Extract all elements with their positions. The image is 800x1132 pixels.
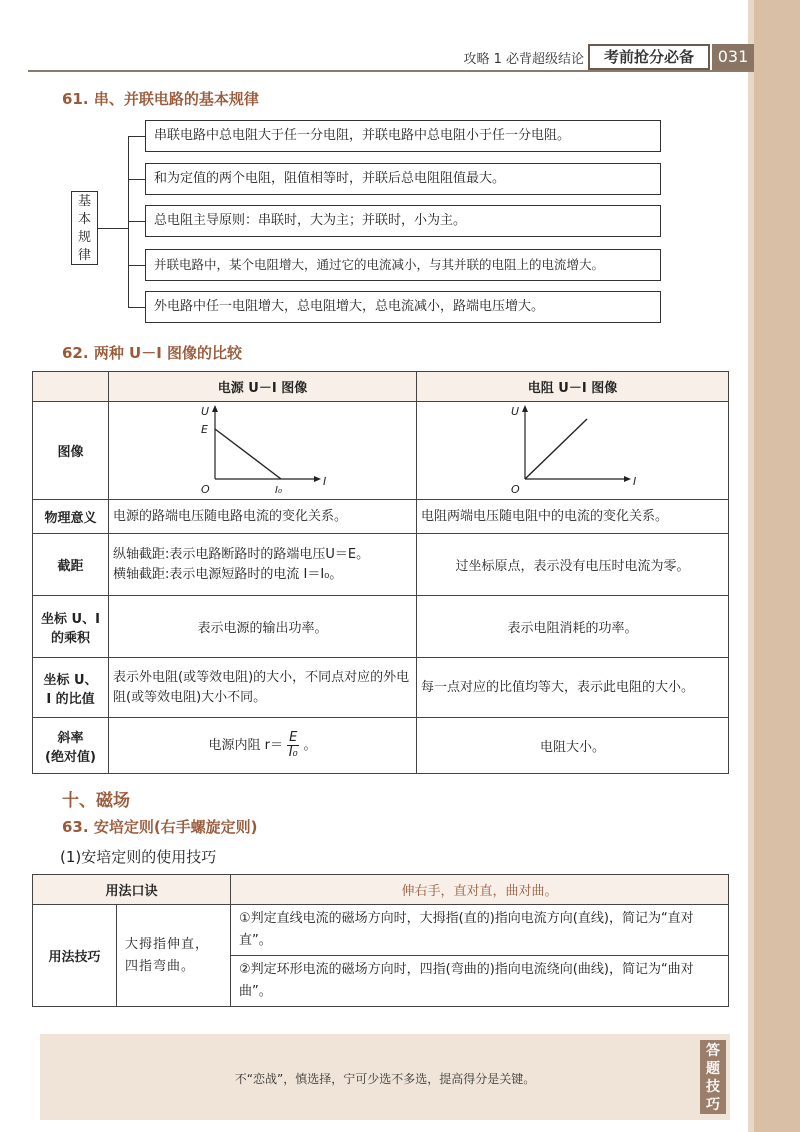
section-62-title: [62, 342, 242, 363]
product-label-line2: 的乘积: [50, 630, 90, 646]
u-axis-arrow-icon: [212, 405, 218, 412]
row-label-slope: [33, 718, 109, 774]
tip-strip: [40, 1034, 730, 1120]
bracket-stub: [128, 265, 145, 266]
page-header: [28, 44, 754, 72]
slope-fraction: [287, 731, 299, 760]
slope-label-line1: 斜率: [57, 730, 84, 746]
slope-numerator: E: [289, 730, 298, 745]
graph-i0-label: I₀: [274, 484, 282, 495]
source-line: [215, 429, 281, 479]
ampere-tip-straight: ①判定直线电流的磁场方向时，大拇指(直的)指向电流方向(直线)，简记为“直对直”。: [231, 905, 729, 956]
ampere-mnemonic: 大拇指伸直，四指弯曲。: [117, 905, 231, 1007]
rule-box-1: 串联电路中总电阻大于任一分电阻，并联电路中总电阻小于任一分电阻。: [145, 120, 661, 152]
graph-u-label: U: [510, 404, 519, 418]
product-resistor: 表示电阻消耗的功率。: [417, 596, 729, 658]
header-blank-cell: [33, 372, 109, 402]
ratio-label-line2: I 的比值: [46, 691, 95, 707]
row-label-intercept: 截距: [33, 534, 109, 596]
section-61-text: 串、并联电路的基本规律: [93, 90, 259, 108]
bracket-stub: [128, 221, 145, 222]
resistor-ui-graph: [503, 403, 643, 495]
root-char: 规: [77, 230, 91, 245]
tip-tab-char: 巧: [706, 1097, 720, 1113]
intercept-source: [109, 534, 417, 596]
section-61-number: 61.: [62, 90, 89, 108]
section-63-subtitle: (1)安培定则的使用技巧: [60, 848, 217, 866]
rule-box-4: 并联电路中，某个电阻增大，通过它的电流减小，与其并联的电阻上的电流增大。: [145, 249, 661, 281]
source-graph-cell: [109, 402, 417, 500]
graph-i-label: I: [632, 474, 636, 488]
col-header-source: 电源 U－I 图像: [109, 372, 417, 402]
graph-origin-label: O: [200, 482, 210, 495]
page-edge-shadow: [748, 0, 754, 1132]
section-62-number: 62.: [62, 344, 89, 362]
ratio-resistor: 每一点对应的比值均等大，表示此电阻的大小。: [417, 658, 729, 718]
tip-tab-char: 题: [706, 1061, 720, 1077]
intercept-source-horizontal: 横轴截距:表示电源短路时的电流 I＝I₀。: [113, 566, 343, 582]
row-label-graph: 图像: [33, 402, 109, 500]
graph-i-label: I: [322, 474, 326, 488]
bracket-stub: [128, 179, 145, 180]
row-label-product: [33, 596, 109, 658]
slope-denominator: I₀: [288, 745, 298, 760]
rule-box-5: 外电路中任一电阻增大，总电阻增大，总电流减小，路端电压增大。: [145, 291, 661, 323]
resistor-line: [525, 419, 587, 479]
root-char: 本: [77, 212, 91, 227]
ratio-label-line1: 坐标 U、: [43, 672, 98, 688]
ampere-tip-loop: ②判定环形电流的磁场方向时，四指(弯曲的)指向电流绕向(曲线)，简记为“曲对曲”。: [231, 956, 729, 1007]
root-char: 律: [77, 248, 91, 263]
slope-source-prefix: 电源内阻 r＝: [208, 738, 283, 753]
resistor-graph-cell: [417, 402, 729, 500]
ratio-source: 表示外电阻(或等效电阻)的大小，不同点对应的外电阻(或等效电阻)大小不同。: [109, 658, 417, 718]
graph-e-label: E: [200, 422, 208, 436]
meaning-resistor: 电阻两端电压随电阻中的电流的变化关系。: [417, 500, 729, 534]
meaning-source: 电源的路端电压随电路电流的变化关系。: [109, 500, 417, 534]
bracket-stub: [128, 307, 145, 308]
row-label-meaning: 物理意义: [33, 500, 109, 534]
chapter-10-title: 十、磁场: [62, 791, 130, 811]
intercept-source-vertical: 纵轴截距:表示电路断路时的路端电压U＝E。: [113, 546, 370, 562]
header-tag: 考前抢分必备: [588, 44, 710, 70]
header-strategy: 攻略 1 必背超级结论: [463, 52, 584, 67]
ui-comparison-table: [32, 371, 729, 774]
tip-tab-char: 答: [706, 1043, 720, 1059]
root-char: 基: [77, 194, 91, 209]
section-61-title: [62, 88, 259, 109]
rule-box-2: 和为定值的两个电阻，阻值相等时，并联后总电阻阻值最大。: [145, 163, 661, 195]
i-axis-arrow-icon: [314, 476, 321, 482]
row-label-ratio: [33, 658, 109, 718]
product-source: 表示电源的输出功率。: [109, 596, 417, 658]
slope-resistor: 电阻大小。: [417, 718, 729, 774]
product-label-line1: 坐标 U、I: [41, 611, 100, 627]
section-62-text: 两种 U－I 图像的比较: [93, 344, 243, 362]
ampere-head-value: 伸右手，直对直，曲对曲。: [231, 875, 729, 905]
section-63-text: 安培定则(右手螺旋定则): [93, 818, 258, 836]
source-ui-graph: [193, 403, 333, 495]
page-edge-band: [754, 0, 800, 1132]
rule-root-box: [71, 191, 98, 265]
intercept-resistor: 过坐标原点，表示没有电压时电流为零。: [417, 534, 729, 596]
slope-source-suffix: 。: [303, 738, 317, 753]
ampere-rule-table: [32, 874, 729, 1007]
tip-tab: [700, 1040, 726, 1114]
page-number: 031: [712, 44, 754, 70]
graph-u-label: U: [200, 404, 209, 418]
ampere-row-label: 用法技巧: [33, 905, 117, 1007]
u-axis-arrow-icon: [522, 405, 528, 412]
ampere-head-label: 用法口诀: [33, 875, 231, 905]
i-axis-arrow-icon: [624, 476, 631, 482]
bracket-stub: [128, 136, 145, 137]
slope-label-line2: (绝对值): [45, 749, 96, 765]
rule-box-3: 总电阻主导原则：串联时，大为主；并联时，小为主。: [145, 205, 661, 237]
col-header-resistor: 电阻 U－I 图像: [417, 372, 729, 402]
bracket-connector: [98, 228, 128, 229]
tip-text: 不“恋战”，慎选择，宁可少选不多选，提高得分是关键。: [234, 1072, 536, 1086]
section-63-number: 63.: [62, 818, 89, 836]
slope-source: [109, 718, 417, 774]
graph-origin-label: O: [510, 482, 520, 495]
tip-tab-char: 技: [706, 1079, 720, 1095]
section-63-title: [62, 816, 258, 837]
